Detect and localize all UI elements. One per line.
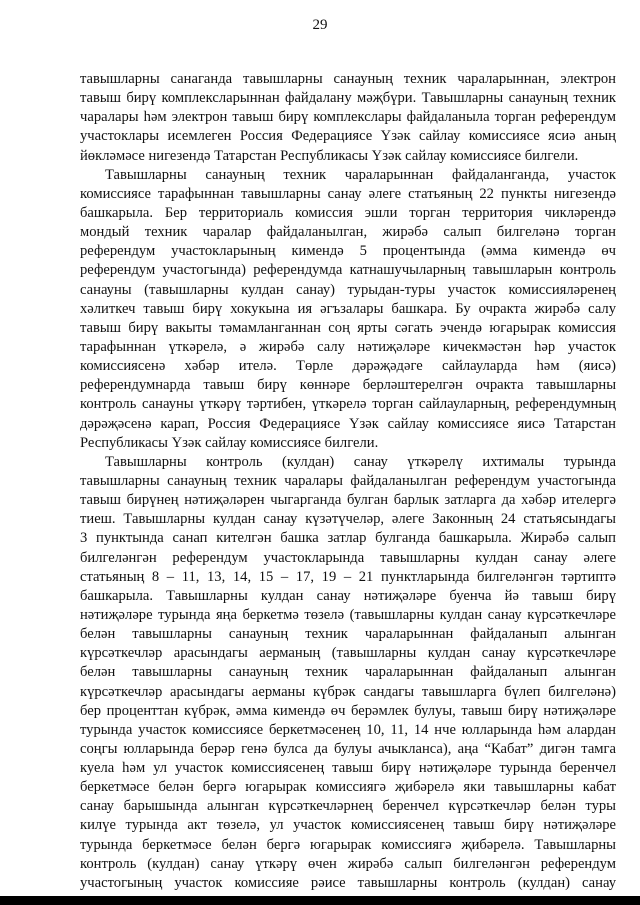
text-line: участогының участок комиссияе рәисе тавышларны контроль (кулдан) санау — [80, 874, 616, 891]
text-line: билгеләнгән референдум участокларында тавышларны кулдан санау әлеге — [80, 549, 616, 566]
text-line: комиссиясе тарафыннан тавышларны санау әлеге статьяның 22 пункты нигезендә — [80, 185, 616, 202]
text-line: тавыш бирүнең нәтиҗәләрен чыгарганда булган барлык затларга да хәбәр ителергә — [80, 492, 616, 509]
text-line: белән тавышларны санауның техник чараларыннан файдаланып алынган — [80, 626, 616, 643]
text-line: Тавышларны санауның техник чараларыннан файдаланганда, участок — [105, 166, 616, 183]
paragraph — [80, 453, 616, 893]
text-line: мондый техник чаралар файдаланылган, жирәбә салып билгеләнә торган — [80, 224, 616, 241]
text-line: килүе турында акт төзелә, ул участок комиссиясенең тавыш бирү нәтиҗәләре — [80, 817, 616, 834]
text-line: башкарыла. Тавышларны кулдан санау нәтиҗәләре буенча йә тавыш бирү — [80, 587, 616, 604]
text-line: дәрәҗәсенә карап, Россия Федерациясе Үзәк сайлау комиссиясе яисә Татарстан — [80, 415, 616, 432]
text-line: тиеш. Тавышларны кулдан санау күзәтүчеләр, әлеге Законның 24 статьясындагы — [80, 511, 616, 528]
bottom-border — [0, 896, 640, 905]
text-line: башкарыла. Бер территориаль комиссия эшли торган территория чикләрендә — [80, 204, 616, 221]
text-line: референдум участокларының кимендә 5 процентында (әмма кимендә өч — [80, 243, 616, 260]
text-line: тарафыннан үткәрелә, ә жирәбә салу нәтиҗәләре кичекмәстән һәр участок — [80, 338, 616, 355]
text-line: куела һәм ул участок комиссиясенең тавыш бирү нәтиҗәләре турында беренчел — [80, 760, 616, 777]
text-line: турында участок комиссиясе беркетмәсенең 10, 11, 14 нче юлларында һәм алардан — [80, 721, 616, 738]
text-line: референдум участогында) референдумда катнашучыларның тавышларын контроль — [80, 262, 616, 279]
text-line: беркетмәсе белән бергә югарырак комиссиягә җибәрелә яки тавышларны кабат — [80, 779, 616, 796]
text-line: санауны (тавышларны кулдан санау) турыдан-туры участок комиссияләренең — [80, 281, 616, 298]
text-line: хәлиткеч тавыш бирү хокукына ия әгъзалары башкара. Бу очракта жирәбә салу — [80, 300, 616, 317]
text-line: тавыш бирү комплексларыннан файдалану мәҗбүри. Тавышларны санауның техник — [80, 90, 616, 107]
text-line: тавышларны санауның техник чаралары файдаланылган референдум участогында — [80, 472, 616, 489]
text-line: референдумнарда тавыш бирү көннәре берләштерелгән очракта тавышларны — [80, 377, 616, 394]
text-line: соңгы юлларында берәр генә булса да булуы ачыкланса), аңа “Кабат” дигән тамга — [80, 740, 616, 757]
text-line: 3 пунктында санап кителгән башка затлар булганда башкарыла. Жирәбә салып — [80, 530, 616, 547]
text-line: контроль (кулдан) санау үткәрү өчен жирәбә салып билгеләнгән референдум — [80, 855, 616, 872]
text-line: Тавышларны контроль (кулдан) санау үткәрелү ихтималы турында — [105, 453, 616, 470]
text-line: тавыш бирү вакыты тәмамланганнан соң ярты сәгать эчендә югарырак комиссия — [80, 319, 616, 336]
text-line: комиссиясенә хәбәр ителә. Төрле дәрәҗәдәге сайлауларда һәм (яисә) — [80, 358, 616, 375]
text-line: статьяның 8 – 11, 13, 14, 15 – 17, 19 – 21 пунктларында билгеләнгән тәртиптә — [80, 568, 616, 585]
text-line: чаралары һәм электрон тавыш бирү комплекслары файдаланыла торган референдум — [80, 109, 616, 126]
text-line: бер проценттан күбрәк, әмма кимендә өч берәмлек булуы, тавыш бирү нәтиҗәләре — [80, 702, 616, 719]
text-line: тавышларны санаганда тавышларны санауның техник чараларыннан, электрон — [80, 71, 616, 87]
paragraph — [80, 166, 616, 453]
text-line: нәтиҗәләре турында яңа беркетмә төзелә (тавышларны кулдан санау күрсәткечләре — [80, 606, 616, 623]
body-text — [80, 70, 616, 893]
text-line: участоклары исемлеген Россия Федерациясе Үзәк сайлау комиссиясе ясиә аның — [80, 128, 616, 145]
page-number: 29 — [312, 17, 328, 33]
text-line: күрсәткечләр арасындагы аерманы күбрәк сандагы тавышларга бүлеп билгеләнә) — [80, 683, 616, 700]
text-line: турында беркетмәсе белән бергә югарырак комиссиягә җибәрелә. Тавышларны — [80, 836, 616, 853]
text-line: йөкләмәсе нигезендә Татарстан Республикасы Үзәк сайлау комиссиясе билгели. — [80, 147, 579, 164]
text-line: Республикасы Үзәк сайлау комиссиясе билгели. — [80, 434, 379, 451]
text-line: белән тавышларны санауның техник чараларыннан файдаланып алынган — [80, 664, 616, 681]
text-line: санау барышында алынган күрсәткечләрнең беренчел күрсәткечләр белән туры — [80, 798, 616, 815]
paragraph — [80, 70, 616, 166]
text-line: күрсәткечләр арасындагы аерманың (тавышларны кулдан санау күрсәткечләре — [80, 645, 616, 662]
text-line: контроль санауны үткәрү тәртибен, үткәрелә торган сайлауларның, референдумның — [80, 396, 616, 413]
